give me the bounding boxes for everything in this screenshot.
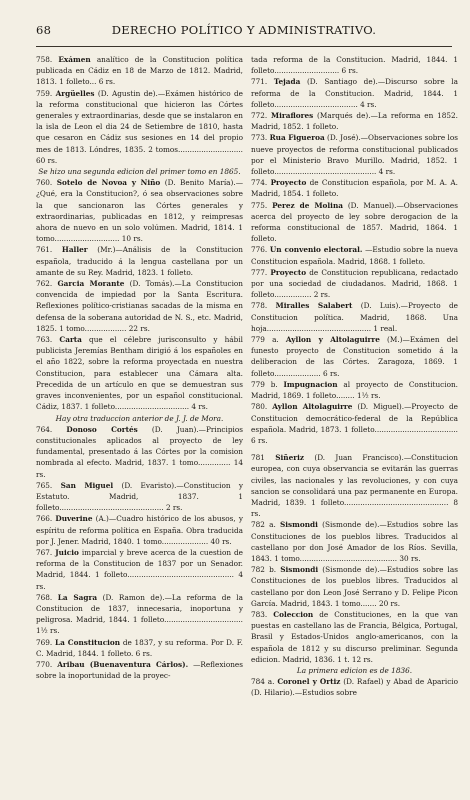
entry-author: Ayllon y Altolaguirre bbox=[285, 335, 380, 345]
entry-text: —Estudio sobre la nueva Constitucion española. Madrid, 1868. 1 folleto. bbox=[251, 245, 458, 266]
entry-number: 767. bbox=[36, 547, 53, 557]
entry-number: 760. bbox=[36, 178, 53, 188]
entry-text: analítico de la Constitucion política publicada en Cádiz en 18 de Marzo de 1812. Madrid, 1813. 1 folleto... 6 rs. bbox=[36, 55, 244, 87]
left-column bbox=[36, 54, 243, 681]
catalog-entry bbox=[251, 54, 458, 76]
catalog-entry bbox=[36, 513, 243, 547]
entry-author: Coleccion bbox=[273, 609, 314, 619]
entry-author: Coronel y Ortiz bbox=[277, 677, 341, 687]
entry-text: (D. Benito María).—¿Qué, era la Constitucion?, ó sea observaciones sobre la que sancionaron las Córtes generales y extraordinarias, publicadas en 1812, y reimpresas ahora de nuevo en un solo volúmen. Madrid, 1814. 1 tomo............................ 10 rs. bbox=[36, 178, 243, 244]
catalog-entry bbox=[36, 278, 243, 334]
entry-number: 768. bbox=[36, 592, 53, 602]
catalog-entry bbox=[251, 244, 458, 266]
entry-text: que el célebre jurisconsulto y hábil publicista Jeremías Bentham dirigió á los españoles en el año 1822, sobre la reforma proyectada en nuestra Constitucion, para establecer una Cámara alta. Precedida de un artículo en que se demuestran sus graves inconvenientes, por un español constitucional. Cádiz, 1837. 1 folleto................................ 4 rs. bbox=[36, 335, 243, 412]
entry-author: Haller bbox=[61, 245, 88, 255]
entry-text: de Constitucion española, por M. A. A. Madrid, 1854. 1 folleto. bbox=[251, 178, 458, 199]
entry-note: Se hizo una segunda edicion del primer tomo en 1865. bbox=[38, 167, 241, 177]
catalog-entry bbox=[251, 132, 458, 177]
catalog-entry bbox=[251, 564, 458, 609]
entry-author: Rua Figueroa bbox=[269, 133, 325, 143]
entry-text: (D. Manuel).—Observaciones acerca del proyecto de ley sobre derogacion de la reforma constitucional de 1857. Madrid, 1864. 1 folleto. bbox=[251, 200, 458, 244]
entry-author: Proyecto bbox=[270, 178, 307, 188]
entry-number: 761. bbox=[36, 245, 53, 255]
entry-text: (Mr.)—Análisis de la Constitucion española, traducido á la lengua castellana por un amante de su Rey. Madrid, 1823. 1 folleto. bbox=[36, 245, 244, 277]
entry-author: Siñeriz bbox=[275, 453, 305, 463]
entry-author: Duverine bbox=[55, 514, 93, 524]
entry-number: 782 b. bbox=[251, 565, 277, 575]
right-column bbox=[251, 54, 458, 699]
catalog-entry bbox=[251, 452, 458, 519]
catalog-entry bbox=[251, 609, 458, 665]
entry-text: de 1837, y su reforma. Por D. F. C. Madrid, 1844. 1 folleto. 6 rs. bbox=[36, 637, 243, 658]
catalog-entry bbox=[251, 519, 458, 564]
catalog-entry bbox=[36, 547, 243, 592]
catalog-entry bbox=[36, 54, 243, 88]
entry-author: Donoso Cortés bbox=[66, 424, 138, 434]
entry-text: (Sismonde de).—Estudios sobre las Constituciones de los pueblos libres. Traducidos al castellano por don José Amador de los Ríos. Sevilla, 1843. 1 tomo.......................................... 30 rs. bbox=[251, 520, 458, 563]
entry-number: 763. bbox=[36, 335, 53, 345]
entry-number: 758. bbox=[36, 55, 53, 64]
entry-number: 782 a. bbox=[251, 520, 276, 530]
entry-number: 772. bbox=[251, 111, 268, 121]
catalog-entry bbox=[36, 244, 243, 278]
entry-author: Aribau (Buenaventura Cárlos). bbox=[57, 659, 189, 669]
entry-number: 759. bbox=[36, 88, 53, 98]
catalog-entry bbox=[36, 592, 243, 637]
entry-author: Perez de Molina bbox=[272, 200, 343, 210]
entry-text: (D. Luis).—Proyecto de Constitucion política. Madrid, 1868. Una hoja............................................. 1 real. bbox=[251, 301, 458, 333]
entry-text: (D. Tomás).—La Constitucion convencida de impiedad por la Santa Escritura. Reflexiones político-cristianas sacadas de la misma en defensa de la soberana autoridad de N. S., etc. Madrid, 1825. 1 tomo.................. 22 rs. bbox=[36, 279, 243, 333]
catalog-entry bbox=[36, 334, 243, 412]
entry-number: 770. bbox=[36, 659, 53, 669]
entry-author: La Sagra bbox=[57, 592, 98, 602]
entry-text: tada reforma de la Constitucion. Madrid, 1844. 1 folleto............................ 6 rs. bbox=[251, 55, 458, 76]
entry-text: (D. Juan).—Principios constitucionales aplicados al proyecto de ley fundamental, presentado á las Córtes por la comision nombrada al efecto. Madrid, 1837. 1 tomo.............. 14 rs. bbox=[36, 424, 243, 479]
entry-number: 784 a. bbox=[251, 677, 275, 687]
entry-number: 781 bbox=[251, 453, 265, 463]
catalog-entry bbox=[36, 177, 243, 244]
entry-text: (D. Ramon de).—La reforma de la Constitucion de 1837, innecesaria, inoportuna y peligrosa. Madrid, 1844. 1 folleto.................................. 1½ rs. bbox=[36, 592, 243, 636]
catalog-entry bbox=[251, 110, 458, 132]
entry-number: 778. bbox=[251, 301, 268, 311]
entry-number: 775. bbox=[251, 200, 268, 210]
header-rule bbox=[36, 46, 452, 47]
entry-text: (Marqués de).—La reforma en 1852. Madrid, 1852. 1 folleto. bbox=[251, 111, 458, 132]
entry-text: (D. José).—Observaciones sobre los nueve proyectos de reforma constitucional publicados por el Ministerio Bravo Murillo. Madrid, 1852. 1 folleto............................................ 4 rs. bbox=[251, 133, 458, 177]
entry-text: —Reflexiones sobre la inoportunidad de la proyec- bbox=[36, 659, 243, 681]
entry-author: Miralles Salabert bbox=[275, 301, 353, 311]
entry-text: (D. Juan Francisco).—Constitucion europea, con cuya observancia se evitarán las guerras civiles, las nacionales y las revoluciones, y con cuya sancion se consolidará una paz permanente en Europa. Madrid, 1839. 1 folleto............................................. 8 rs. bbox=[251, 453, 458, 519]
entry-author: Juicio bbox=[55, 547, 79, 557]
entry-author: Carta bbox=[59, 335, 82, 345]
catalog-entry bbox=[251, 177, 458, 199]
entry-number: 764. bbox=[36, 424, 53, 434]
entry-author: La Constitucion bbox=[54, 637, 121, 647]
entry-number: 773. bbox=[251, 133, 268, 143]
entry-author: Tejada bbox=[273, 77, 301, 87]
entry-text: de Constituciones, en la que van puestas en castellano las de Francia, Bélgica, Portugal, Brasil y Estados-Unidos anglo-americanos, con la española de 1812 y su discurso preliminar. Segunda edicion. Madrid, 1836. 1 t. 12 rs. bbox=[251, 609, 458, 664]
page-header bbox=[36, 20, 452, 40]
catalog-entry bbox=[251, 379, 458, 401]
catalog-entry bbox=[251, 334, 458, 379]
entry-text: (D. Evaristo).—Constitucion y Estatuto. Madrid, 1837. 1 folleto............................................. 2 rs. bbox=[36, 480, 243, 513]
entry-author: Impugnacion bbox=[283, 379, 338, 389]
catalog-entry bbox=[36, 480, 243, 514]
entry-number: 783. bbox=[251, 609, 268, 619]
entry-author: Ayllon Altolaguirre bbox=[272, 402, 353, 412]
running-title: DERECHO POLÍTICO Y ADMINISTRATIVO. bbox=[111, 23, 377, 37]
catalog-entry bbox=[251, 676, 458, 698]
entry-number: 769. bbox=[36, 637, 53, 647]
entry-text: imparcial y breve acerca de la cuestion de reforma de la Constitucion de 1837 por un Senador. Madrid, 1844. 1 folleto.............................................. 4 rs. bbox=[36, 547, 243, 591]
entry-author: Sotelo de Novoa y Niño bbox=[56, 178, 161, 188]
entry-number: 766. bbox=[36, 514, 53, 524]
entry-number: 776. bbox=[251, 245, 268, 255]
entry-author: Miraflores bbox=[271, 111, 314, 121]
entry-text: (D. Santiago de).—Discurso sobre la reforma de la Constitucion. Madrid, 1844. 1 folleto.................................... 4 rs. bbox=[251, 77, 458, 109]
catalog-entry bbox=[36, 424, 243, 480]
catalog-entry bbox=[251, 401, 458, 446]
entry-text: (D. Rafael) y Abad de Aparicio (D. Hilario).—Estudios sobre bbox=[251, 677, 459, 698]
catalog-entry bbox=[251, 200, 458, 245]
entry-number: 774. bbox=[251, 178, 268, 188]
entry-author: Sismondi bbox=[280, 520, 318, 530]
entry-number: 762. bbox=[36, 279, 53, 289]
entry-text: (D. Miguel).—Proyecto de Constitucion democrático-federal de la República española. Madrid, 1873. 1 folleto.................................... 6 rs. bbox=[251, 402, 458, 445]
entry-number: 779 a. bbox=[251, 335, 279, 345]
entry-text: de Constitucion republicana, redactado por una sociedad de ciudadanos. Madrid, 1868. 1 folleto................ 2 rs. bbox=[251, 267, 458, 300]
catalog-entry bbox=[251, 267, 458, 301]
entry-text: (Sismonde de).—Estudios sobre las Constituciones de los pueblos libres. Traducidos al castellano por don Leon José Serrano y D. Felipe Picon García. Madrid, 1843. 1 tomo....... 20 rs. bbox=[251, 565, 458, 608]
entry-number: 779 b. bbox=[251, 379, 278, 389]
entry-note: Hay otra traduccion anterior de J. J. de Mora. bbox=[55, 413, 224, 423]
catalog-entry bbox=[36, 637, 243, 659]
entry-author: Un convenio electoral. bbox=[269, 245, 363, 255]
entry-author: San Miguel bbox=[60, 480, 114, 490]
catalog-entry bbox=[36, 88, 243, 166]
entry-text: (A.)—Cuadro histórico de los abusos, y espíritu de reforma política en España. Obra traducida por J. Jener. Madrid, 1840. 1 tomo.................... 40 rs. bbox=[36, 514, 243, 546]
entry-number: 771. bbox=[251, 77, 268, 87]
entry-author: Argüelles bbox=[55, 88, 95, 98]
entry-text: al proyecto de Constitucion. Madrid, 1869. 1 folleto........ 1½ rs. bbox=[251, 379, 458, 401]
entry-author: Exámen bbox=[58, 55, 91, 64]
entry-author: Garcia Morante bbox=[57, 279, 125, 289]
catalog-entry bbox=[36, 659, 243, 681]
entry-number: 780. bbox=[251, 402, 268, 412]
entry-text: (D. Agustin de).—Exámen histórico de la reforma constitucional que hicieron las Córtes generales y extraordinarias, desde que se instalaron en la isla de Leon el dia 24 de Setiembre de 1810, hasta que cesaron en Cádiz sus sesiones en 14 del propio mes de 1813. Lóndres, 1835. 2 tomos............................ 60 rs. bbox=[36, 88, 243, 165]
page-number: 68 bbox=[36, 23, 52, 37]
catalog-entry bbox=[251, 300, 458, 334]
entry-number: 777. bbox=[251, 267, 268, 277]
entry-author: Proyecto bbox=[270, 267, 307, 277]
entry-note: La primera edicion es de 1836. bbox=[296, 665, 413, 675]
entry-text: (M.)—Exámen del funesto proyecto de Constitucion sometido á la deliberacion de las Córtes. Zaragoza, 1869. 1 folleto.................... 6 rs. bbox=[251, 335, 459, 378]
entry-number: 765. bbox=[36, 480, 53, 490]
catalog-entry bbox=[251, 76, 458, 110]
entry-author: Sismondi bbox=[280, 565, 319, 575]
